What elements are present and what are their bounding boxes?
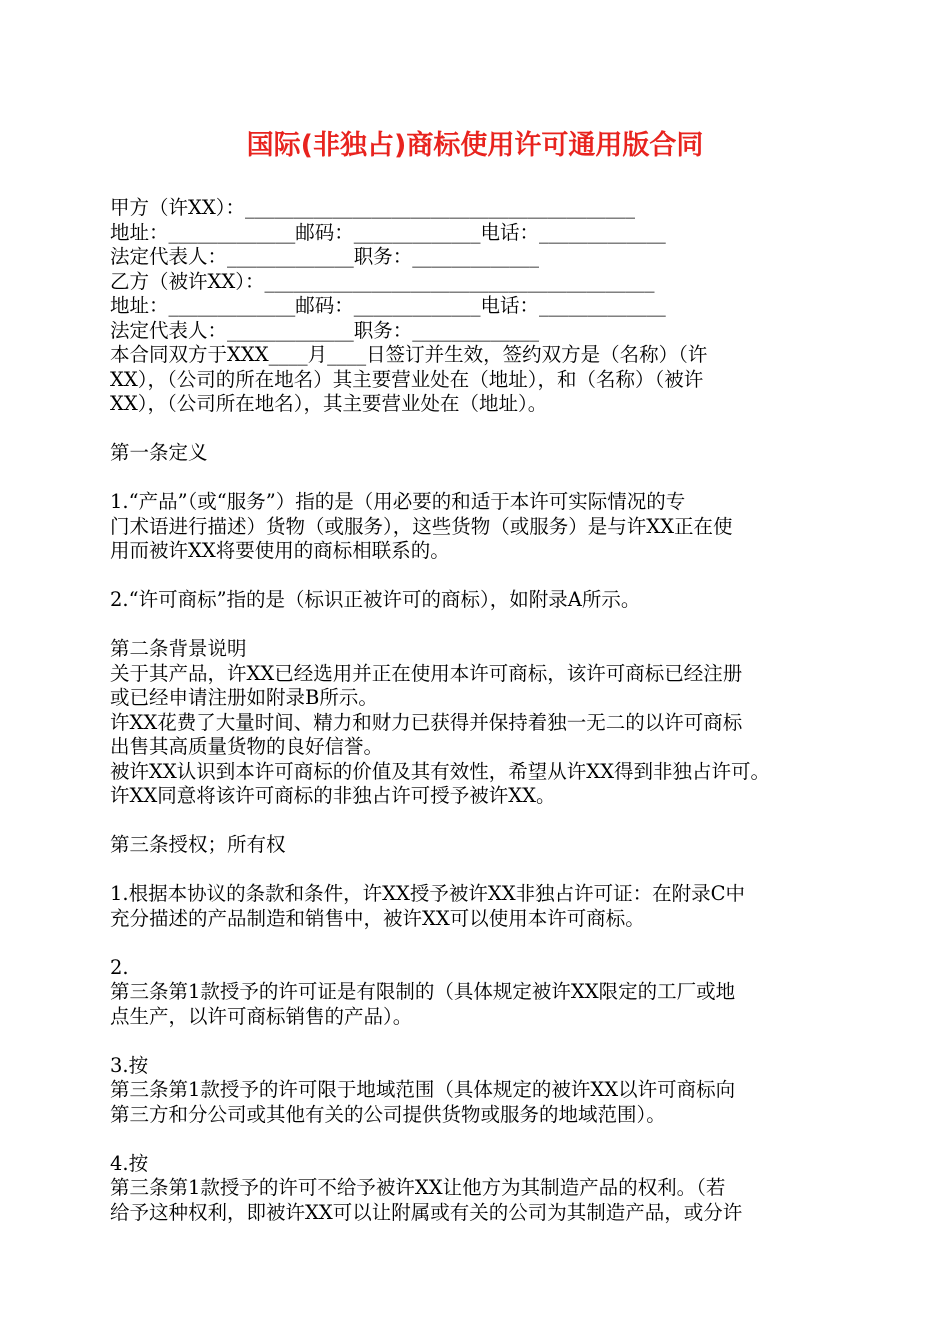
text-line: 充分描述的产品制造和销售中，被许XX可以使用本许可商标。	[110, 906, 645, 930]
text-line: 地址：_____________邮码：_____________电话：_____________	[110, 220, 666, 244]
text-line: 4.按	[110, 1151, 149, 1175]
text-line: 地址：_____________邮码：_____________电话：_____________	[110, 294, 666, 317]
text-line: 法定代表人：_____________职务：_____________	[110, 245, 540, 268]
blank-line	[110, 858, 850, 883]
text-line: 第二条背景说明	[110, 637, 247, 660]
text-line: XX），（公司所在地名），其主要营业处在（地址）。	[110, 392, 548, 415]
blank-line	[110, 931, 850, 956]
text-line: 许XX同意将该许可商标的非独占许可授予被许XX。	[110, 784, 556, 807]
text-line: 关于其产品，许XX已经选用并正在使用本许可商标，该许可商标已经注册	[110, 661, 743, 685]
text-line: 点生产，以许可商标销售的产品）。	[110, 1004, 413, 1028]
document-body	[110, 196, 850, 1225]
text-line: 用而被许XX将要使用的商标相联系的。	[110, 539, 450, 562]
text-line: 许XX花费了大量时间、精力和财力已获得并保持着独一无二的以许可商标	[110, 710, 743, 734]
blank-line	[110, 466, 850, 491]
blank-line	[110, 564, 850, 589]
blank-line	[110, 809, 850, 834]
text-line: 给予这种权利，即被许XX可以让附属或有关的公司为其制造产品，或分许	[110, 1200, 743, 1224]
blank-line	[110, 1029, 850, 1054]
blank-line	[110, 613, 850, 638]
text-line: XX），（公司的所在地名）其主要营业处在（地址），和（名称）（被许	[110, 367, 704, 391]
text-line: 1.根据本协议的条款和条件，许XX授予被许XX非独占许可证：在附录C中	[110, 882, 746, 905]
text-line: 第三条授权；所有权	[110, 833, 286, 856]
text-line: 1.“产品”（或“服务”）指的是（用必要的和适于本许可实际情况的专	[110, 490, 686, 513]
text-line: 2.“许可商标”指的是（标识正被许可的商标），如附录A所示。	[110, 588, 641, 611]
text-line: 或已经申请注册如附录B所示。	[110, 686, 378, 709]
text-line: 第三条第1款授予的许可限于地域范围（具体规定的被许XX以许可商标向	[110, 1078, 736, 1101]
blank-line	[110, 417, 850, 442]
text-line: 第三方和分公司或其他有关的公司提供货物或服务的地域范围）。	[110, 1102, 666, 1126]
text-line: 第三条第1款授予的许可证是有限制的（具体规定被许XX限定的工厂或地	[110, 980, 736, 1003]
text-line: 2.	[110, 955, 129, 979]
text-line: 乙方（被许XX）：________________________________________	[110, 269, 655, 293]
text-line: 第一条定义	[110, 441, 208, 464]
text-line: 门术语进行描述）货物（或服务），这些货物（或服务）是与许XX正在使	[110, 514, 733, 538]
text-line: 甲方（许XX）：________________________________________	[110, 196, 636, 219]
text-line: 被许XX认识到本许可商标的价值及其有效性，希望从许XX得到非独占许可。	[110, 759, 771, 783]
text-line: 3.按	[110, 1053, 149, 1077]
text-line: 本合同双方于XXX____月____日签订并生效，签约双方是（名称）（许	[110, 343, 708, 366]
text-line: 法定代表人：_____________职务：_____________	[110, 318, 540, 342]
document-title: 国际(非独占)商标使用许可通用版合同	[246, 130, 704, 161]
blank-line	[110, 1127, 850, 1152]
text-line: 出售其高质量货物的良好信誉。	[110, 735, 384, 758]
text-line: 第三条第1款授予的许可不给予被许XX让他方为其制造产品的权利。（若	[110, 1176, 726, 1199]
